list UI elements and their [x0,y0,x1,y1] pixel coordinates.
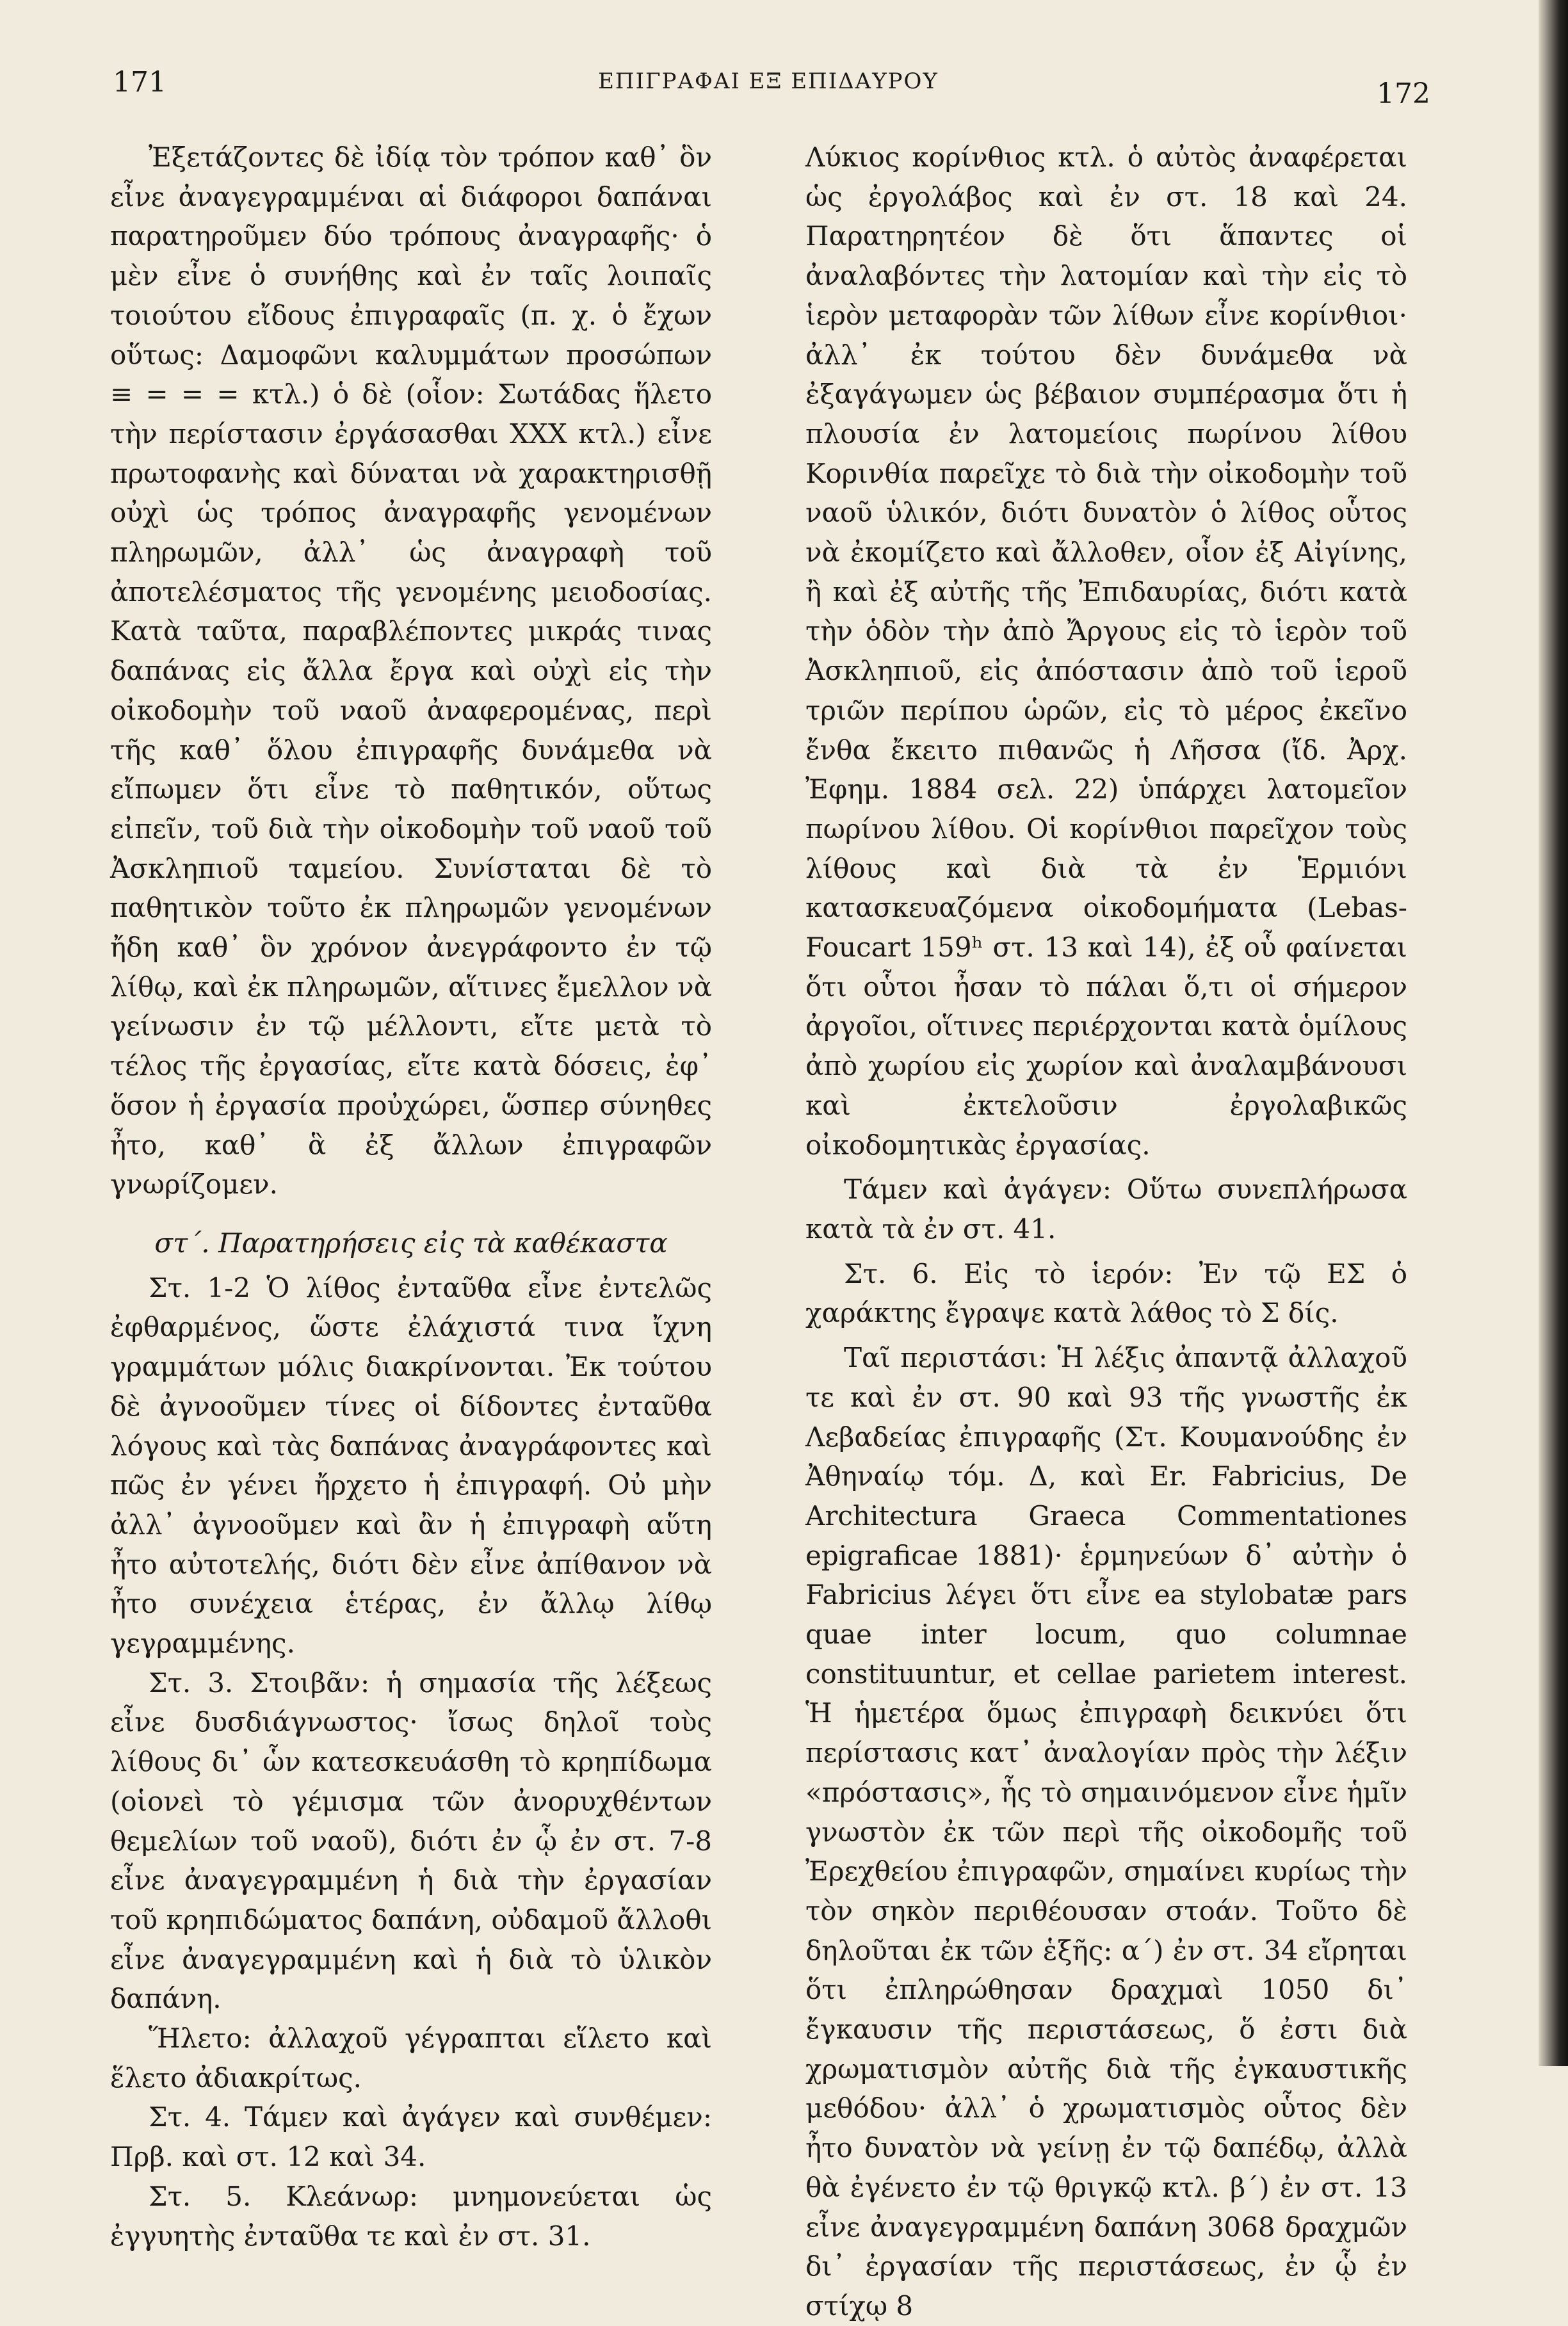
note-paragraph: Στ. 5. Κλεάνωρ: μνημονεύεται ὡς ἐγγυητὴς ἐνταῦθα τε καὶ ἐν στ. 31. [110,2180,712,2252]
left-column [110,138,712,2256]
running-title: ΕΠΙΓΡΑΦΑΙ ΕΞ ΕΠΙΔΑΥΡΟΥ [598,69,939,94]
body-paragraph: Ἐξετάζοντες δὲ ἰδίᾳ τὸν τρόπον καθ᾽ ὃν εἶνε ἀναγεγραμμέναι αἱ διάφοροι δαπάναι παρατηροῦμεν δύο τρόπους ἀναγραφῆς· ὁ μὲν εἶνε ὁ συνήθης καὶ ἐν ταῖς λοιπαῖς τοιούτου εἴδους ἐπιγραφαῖς (π. χ. ὁ ἔχων οὕτως: Δαμοφῶνι καλυμμάτων προσώπων ≡ = = = κτλ.) ὁ δὲ (οἷον: Σωτάδας ἥλετο τὴν περίστασιν ἐργάσασθαι XXX κτλ.) εἶνε πρωτοφανὴς καὶ δύναται νὰ χαρακτηρισθῇ οὐχὶ ὡς τρόπος ἀναγραφῆς γενομένων πληρωμῶν, ἀλλ᾽ ὡς ἀναγραφὴ τοῦ ἀποτελέσματος τῆς γενομένης μειοδοσίας. Κατὰ ταῦτα, παραβλέποντες μικράς τινας δαπάνας εἰς ἄλλα ἔργα καὶ οὐχὶ εἰς τὴν οἰκοδομὴν τοῦ ναοῦ ἀναφερομένας, περὶ τῆς καθ᾽ ὅλου ἐπιγραφῆς δυνάμεθα νὰ εἴπωμεν ὅτι εἶνε τὸ παθητικόν, οὕτως εἰπεῖν, τοῦ διὰ τὴν οἰκοδομὴν τοῦ ναοῦ τοῦ Ἀσκληπιοῦ ταμείου. Συνίσταται δὲ τὸ παθητικὸν τοῦτο ἐκ πληρωμῶν γενομένων ἤδη καθ᾽ ὃν χρόνον ἀνεγράφοντο ἐν τῷ λίθῳ, καὶ ἐκ πληρωμῶν, αἵτινες ἔμελλον νὰ γείνωσιν ἐν τῷ μέλλοντι, εἴτε μετὰ τὸ τέλος τῆς ἐργασίας, εἴτε κατὰ δόσεις, ἐφ᾽ ὅσον ἡ ἐργασία προὐχώρει, ὥσπερ σύνηθες ἦτο, καθ᾽ ἃ ἐξ ἄλλων ἐπιγραφῶν γνωρίζομεν. [110,141,712,1200]
note-paragraph: Στ. 3. Στοιβᾶν: ἡ σημασία τῆς λέξεως εἶνε δυσδιάγνωστος· ἴσως δηλοῖ τοὺς λίθους δι᾽ ὧν κατεσκευάσθη τὸ κρηπίδωμα (οἱονεὶ τὸ γέμισμα τῶν ἀνορυχθέντων θεμελίων τοῦ ναοῦ), διότι ἐν ᾧ ἐν στ. 7-8 εἶνε ἀναγεγραμμένη ἡ διὰ τὴν ἐργασίαν τοῦ κρηπιδώματος δαπάνη, οὐδαμοῦ ἄλλοθι εἶνε ἀναγεγραμμένη καὶ ἡ διὰ τὸ ὑλικὸν δαπάνη. [110,1667,712,2015]
section-heading: στ΄. Παρατηρήσεις εἰς τὰ καθέκαστα [154,1227,668,1259]
scan-binding-edge [1539,0,1568,2066]
note-paragraph: Στ. 6. Εἰς τὸ ἱερόν: Ἐν τῷ ΕΣ ὁ χαράκτης ἔγραψε κατὰ λάθος τὸ Σ δίς. [805,1257,1407,1329]
note-paragraph: Στ. 4. Τάμεν καὶ ἀγάγεν καὶ συνθέμεν: Πρβ. καὶ στ. 12 καὶ 34. [110,2101,712,2173]
note-paragraph: Στ. 1-2 Ὁ λίθος ἐνταῦθα εἶνε ἐντελῶς ἐφθαρμένος, ὥστε ἐλάχιστά τινα ἴχνη γραμμάτων μόλις διακρίνονται. Ἐκ τούτου δὲ ἀγνοοῦμεν τίνες οἱ δίδοντες ἐνταῦθα λόγους καὶ τὰς δαπάνας ἀναγράφοντες καὶ πῶς ἐν γένει ἤρχετο ἡ ἐπιγραφή. Οὐ μὴν ἀλλ᾽ ἀγνοοῦμεν καὶ ἂν ἡ ἐπιγραφὴ αὕτη ἦτο αὐτοτελής, διότι δὲν εἶνε ἀπίθανον νὰ ἦτο συνέχεια ἑτέρας, ἐν ἄλλῳ λίθῳ γεγραμμένης. [110,1272,712,1660]
page-header [0,61,1537,112]
page-number-right: 172 [1377,77,1430,110]
page-number-left: 171 [113,66,166,99]
note-paragraph: Τάμεν καὶ ἀγάγεν: Οὕτω συνεπλήρωσα κατὰ τὰ ἐν στ. 41. [805,1174,1407,1245]
note-paragraph: Ταῖ περιστάσι: Ἡ λέξις ἀπαντᾷ ἀλλαχοῦ τε καὶ ἐν στ. 90 καὶ 93 τῆς γνωστῆς ἐκ Λεβαδείας ἐπιγραφῆς (Στ. Κουμανούδης ἐν Ἀθηναίῳ τόμ. Δ, καὶ Er. Fabricius, De Architectura Graeca Commentationes epigraficae 1881)· ἑρμηνεύων δ᾽ αὐτὴν ὁ Fabricius λέγει ὅτι εἶνε ea stylobatæ pars quae inter locum, quo columnae constituuntur, et cellae parietem interest. Ἡ ἡμετέρα ὅμως ἐπιγραφὴ δεικνύει ὅτι περίστασις κατ᾽ ἀναλογίαν πρὸς τὴν λέξιν «πρόστασις», ἧς τὸ σημαινόμενον εἶνε ἡμῖν γνωστὸν ἐκ τῶν περὶ τῆς οἰκοδομῆς τοῦ Ἐρεχθείου ἐπιγραφῶν, σημαίνει κυρίως τὴν τὸν σηκὸν περιθέουσαν στοάν. Τοῦτο δὲ δηλοῦται ἐκ τῶν ἑξῆς: α΄) ἐν στ. 34 εἴρηται ὅτι ἐπληρώθησαν δραχμαὶ 1050 δι᾽ ἔγκαυσιν τῆς περιστάσεως, ὅ ἐστι διὰ χρωματισμὸν αὐτῆς διὰ τῆς ἐγκαυστικῆς μεθόδου· ἀλλ᾽ ὁ χρωματισμὸς οὗτος δὲν ἦτο δυνατὸν νὰ γείνῃ ἐν τῷ δαπέδῳ, ἀλλὰ θὰ ἐγένετο ἐν τῷ θριγκῷ κτλ. β΄) ἐν στ. 13 εἶνε ἀναγεγραμμένη δαπάνη 3068 δραχμῶν δι᾽ ἐργασίαν τῆς περιστάσεως, ἐν ᾧ ἐν στίχῳ 8 [805,1342,1407,2322]
body-paragraph: Λύκιος κορίνθιος κτλ. ὁ αὐτὸς ἀναφέρεται ὡς ἐργολάβος καὶ ἐν στ. 18 καὶ 24. Παρατηρητέον δὲ ὅτι ἅπαντες οἱ ἀναλαβόντες τὴν λατομίαν καὶ τὴν εἰς τὸ ἱερὸν μεταφορὰν τῶν λίθων εἶνε κορίνθιοι· ἀλλ᾽ ἐκ τούτου δὲν δυνάμεθα νὰ ἐξαγάγωμεν ὡς βέβαιον συμπέρασμα ὅτι ἡ πλουσία ἐν λατομείοις πωρίνου λίθου Κορινθία παρεῖχε τὸ διὰ τὴν οἰκοδομὴν τοῦ ναοῦ ὑλικόν, διότι δυνατὸν ὁ λίθος οὗτος νὰ ἐκομίζετο καὶ ἄλλοθεν, οἷον ἐξ Αἰγίνης, ἢ καὶ ἐξ αὐτῆς τῆς Ἐπιδαυρίας, διότι κατὰ τὴν ὁδὸν τὴν ἀπὸ Ἄργους εἰς τὸ ἱερὸν τοῦ Ἀσκληπιοῦ, εἰς ἀπόστασιν ἀπὸ τοῦ ἱεροῦ τριῶν περίπου ὡρῶν, εἰς τὸ μέρος ἐκεῖνο ἔνθα ἔκειτο πιθανῶς ἡ Λῆσσα (ἴδ. Ἀρχ. Ἐφημ. 1884 σελ. 22) ὑπάρχει λατομεῖον πωρίνου λίθου. Οἱ κορίνθιοι παρεῖχον τοὺς λίθους καὶ διὰ τὰ ἐν Ἑρμιόνι κατασκευαζόμενα οἰκοδομήματα (Lebas-Foucart 159ʰ στ. 13 καὶ 14), ἐξ οὗ φαίνεται ὅτι οὗτοι ἦσαν τὸ πάλαι ὅ,τι οἱ σήμερον ἀργοῖοι, οἵτινες περιέρχονται κατὰ ὁμίλους ἀπὸ χωρίου εἰς χωρίον καὶ ἀναλαμβάνουσι καὶ ἐκτελοῦσιν ἐργολαβικῶς οἰκοδομητικὰς ἐργασίας. [805,141,1407,1161]
note-paragraph: Ἥλετο: ἀλλαχοῦ γέγραπται εἵλετο καὶ ἕλετο ἀδιακρίτως. [110,2023,712,2094]
right-column [805,138,1407,2326]
